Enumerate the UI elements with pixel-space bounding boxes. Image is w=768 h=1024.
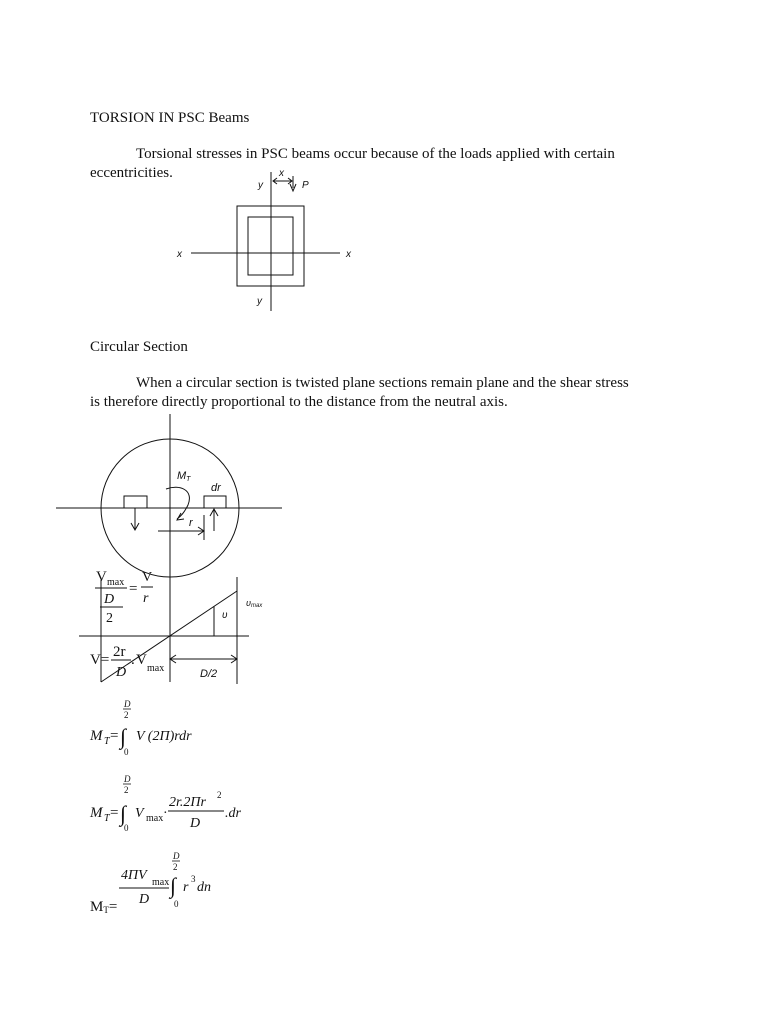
svg-text:V: V (135, 806, 144, 821)
element-dr (204, 496, 226, 508)
intro-line-2: eccentricities. (90, 165, 173, 181)
svg-text:T: T (104, 736, 110, 747)
svg-text:2: 2 (173, 862, 178, 872)
equation-5 (90, 851, 211, 915)
svg-text:V (2Π)rdr: V (2Π)rdr (136, 729, 192, 744)
svg-text:V=: V= (90, 652, 110, 668)
dr-label: dr (211, 482, 221, 494)
svg-text:dn: dn (197, 880, 211, 895)
x-left-label: x (177, 249, 182, 260)
svg-text:0: 0 (124, 823, 129, 833)
svg-text:D: D (139, 892, 150, 907)
ecc-x-label: x (279, 168, 284, 179)
circular-line-1: When a circular section is twisted plane sections remain plane and the shear stress (136, 375, 629, 391)
integral-icon: ∫ (170, 873, 177, 898)
vmax-label: υmax (246, 598, 263, 609)
section-heading: Circular Section (90, 339, 188, 355)
eq5-lhs: MT= (90, 899, 118, 915)
svg-text:2: 2 (106, 611, 113, 626)
svg-text:.: . (131, 652, 135, 668)
svg-text:M: M (90, 805, 103, 821)
svg-text:D: D (124, 699, 131, 709)
circular-line-2: is therefore directly proportional to the distance from the neutral axis. (90, 394, 508, 410)
equation-1 (95, 569, 153, 626)
document-title: TORSION IN PSC Beams (90, 110, 250, 126)
p-load-label: P (302, 180, 309, 191)
svg-text:0: 0 (174, 899, 179, 909)
circular-section-figure (56, 414, 282, 684)
svg-text:V: V (142, 570, 153, 585)
r-label: r (189, 517, 193, 529)
svg-text:V: V (136, 652, 147, 668)
svg-text:D: D (116, 665, 127, 680)
svg-text:D: D (173, 851, 180, 861)
d2-label: D/2 (200, 668, 218, 680)
equation-4 (89, 774, 242, 833)
svg-text:max: max (146, 813, 164, 824)
svg-text:4ΠV: 4ΠV (121, 868, 147, 883)
svg-text:=: = (110, 805, 119, 821)
element-left (124, 496, 147, 508)
svg-text:0: 0 (124, 747, 129, 757)
svg-text:D: D (124, 774, 131, 784)
equation-3 (89, 699, 192, 757)
intro-line-1: Torsional stresses in PSC beams occur because of the loads applied with certain (136, 146, 615, 162)
y-top-label: y (258, 180, 263, 191)
svg-text:2: 2 (217, 790, 222, 800)
svg-text:.dr: .dr (225, 806, 241, 821)
svg-text:2: 2 (124, 785, 129, 795)
box-section-figure (176, 168, 352, 311)
svg-text:2r: 2r (113, 644, 126, 660)
svg-text:T: T (104, 813, 110, 824)
svg-text:·: · (163, 806, 168, 821)
svg-text:max: max (152, 877, 170, 888)
svg-text:max: max (147, 663, 165, 674)
svg-text:D: D (190, 816, 201, 831)
svg-text:=: = (110, 728, 119, 744)
svg-text:V: V (96, 569, 107, 585)
svg-text:2r.2Πr: 2r.2Πr (169, 795, 206, 810)
svg-text:2: 2 (124, 710, 129, 720)
y-bottom-label: y (257, 296, 262, 307)
integral-icon: ∫ (120, 724, 127, 749)
x-right-label: x (346, 249, 351, 260)
integral-icon: ∫ (120, 801, 127, 826)
v-label: υ (222, 610, 228, 621)
svg-text:r: r (143, 591, 149, 606)
mt-label: MT (177, 470, 191, 483)
svg-text:max: max (107, 577, 125, 588)
svg-text:3: 3 (191, 874, 196, 884)
svg-text:=: = (129, 581, 138, 597)
svg-text:D: D (104, 592, 115, 607)
svg-text:r: r (183, 880, 189, 895)
svg-text:M: M (90, 728, 103, 744)
